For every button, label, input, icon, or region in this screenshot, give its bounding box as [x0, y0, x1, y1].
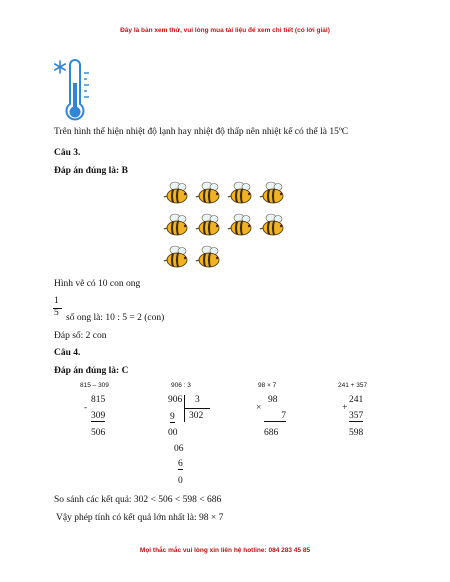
subtraction-label: 815 – 309 — [80, 382, 109, 389]
bee-icon — [195, 212, 223, 238]
add-operand-b: 357 — [349, 411, 364, 421]
bee-icon — [259, 212, 287, 238]
bee-grid — [163, 180, 303, 280]
bee-icon — [163, 244, 191, 270]
bee-icon — [163, 212, 191, 238]
thermometer-snowflake-icon — [54, 57, 104, 125]
preview-notice: Đây là bản xem thử, vui lòng mua tài liệu để xem chi tiết (có lời giải) — [120, 27, 330, 34]
division-step-3: 6 — [178, 459, 183, 469]
mul-operand-a: 98 — [268, 395, 278, 405]
comparison-text: So sánh các kết quả: 302 < 506 < 598 < 686 — [54, 495, 222, 505]
sub-result: 506 — [91, 428, 106, 438]
fraction-denominator: 5 — [54, 308, 59, 318]
division-step-1: 9 — [170, 412, 175, 422]
add-result: 598 — [349, 428, 364, 438]
divisor-line — [184, 408, 210, 409]
divisor: 3 — [195, 395, 200, 405]
plus-sign: + — [342, 403, 348, 413]
mul-result: 686 — [264, 428, 279, 438]
mul-operand-b: 7 — [264, 411, 286, 422]
bee-icon — [227, 180, 255, 206]
bee-count-text: Hình vẽ có 10 con ong — [54, 279, 141, 289]
division-final-remainder: 0 — [178, 476, 183, 486]
bee-icon — [227, 212, 255, 238]
conclusion-text: Vậy phép tính có kết quả lớn nhất là: 98 × 7 — [56, 513, 224, 523]
division-label: 906 : 3 — [171, 382, 191, 389]
minus-sign: - — [84, 403, 88, 413]
fraction-numerator: 1 — [54, 296, 59, 306]
bee-icon — [259, 180, 287, 206]
bee-icon — [195, 180, 223, 206]
quotient: 302 — [189, 411, 204, 421]
hotline-notice: Mọi thắc mắc vui lòng xin liên hệ hotline: 084 283 45 85 — [139, 547, 311, 554]
question-4-answer: Đáp án đúng là: C — [54, 366, 129, 376]
fraction-text: số ong là: 10 : 5 = 2 (con) — [66, 313, 165, 323]
question-4-title: Câu 4. — [54, 348, 81, 358]
question-3-result: Đáp số: 2 con — [54, 331, 107, 341]
sub-operand-a: 815 — [91, 395, 106, 405]
division-remainder-1: 00 — [168, 428, 178, 438]
sub-operand-b: 309 — [91, 411, 106, 421]
question-3-title: Câu 3. — [54, 148, 81, 158]
add-operand-a: 241 — [349, 395, 364, 405]
multiplication-label: 98 × 7 — [258, 382, 277, 389]
division-step-2: 06 — [174, 444, 184, 454]
thermometer-explanation: Trên hình thể hiện nhiệt độ lạnh hay nhiệt độ thấp nên nhiệt kế có thể là 15ºC — [54, 127, 349, 137]
bee-icon — [195, 244, 223, 270]
addition-label: 241 + 357 — [338, 382, 368, 389]
question-3-answer: Đáp án đúng là: B — [54, 166, 128, 176]
times-sign: × — [256, 403, 262, 413]
bee-icon — [163, 180, 191, 206]
dividend: 906 — [168, 395, 183, 405]
